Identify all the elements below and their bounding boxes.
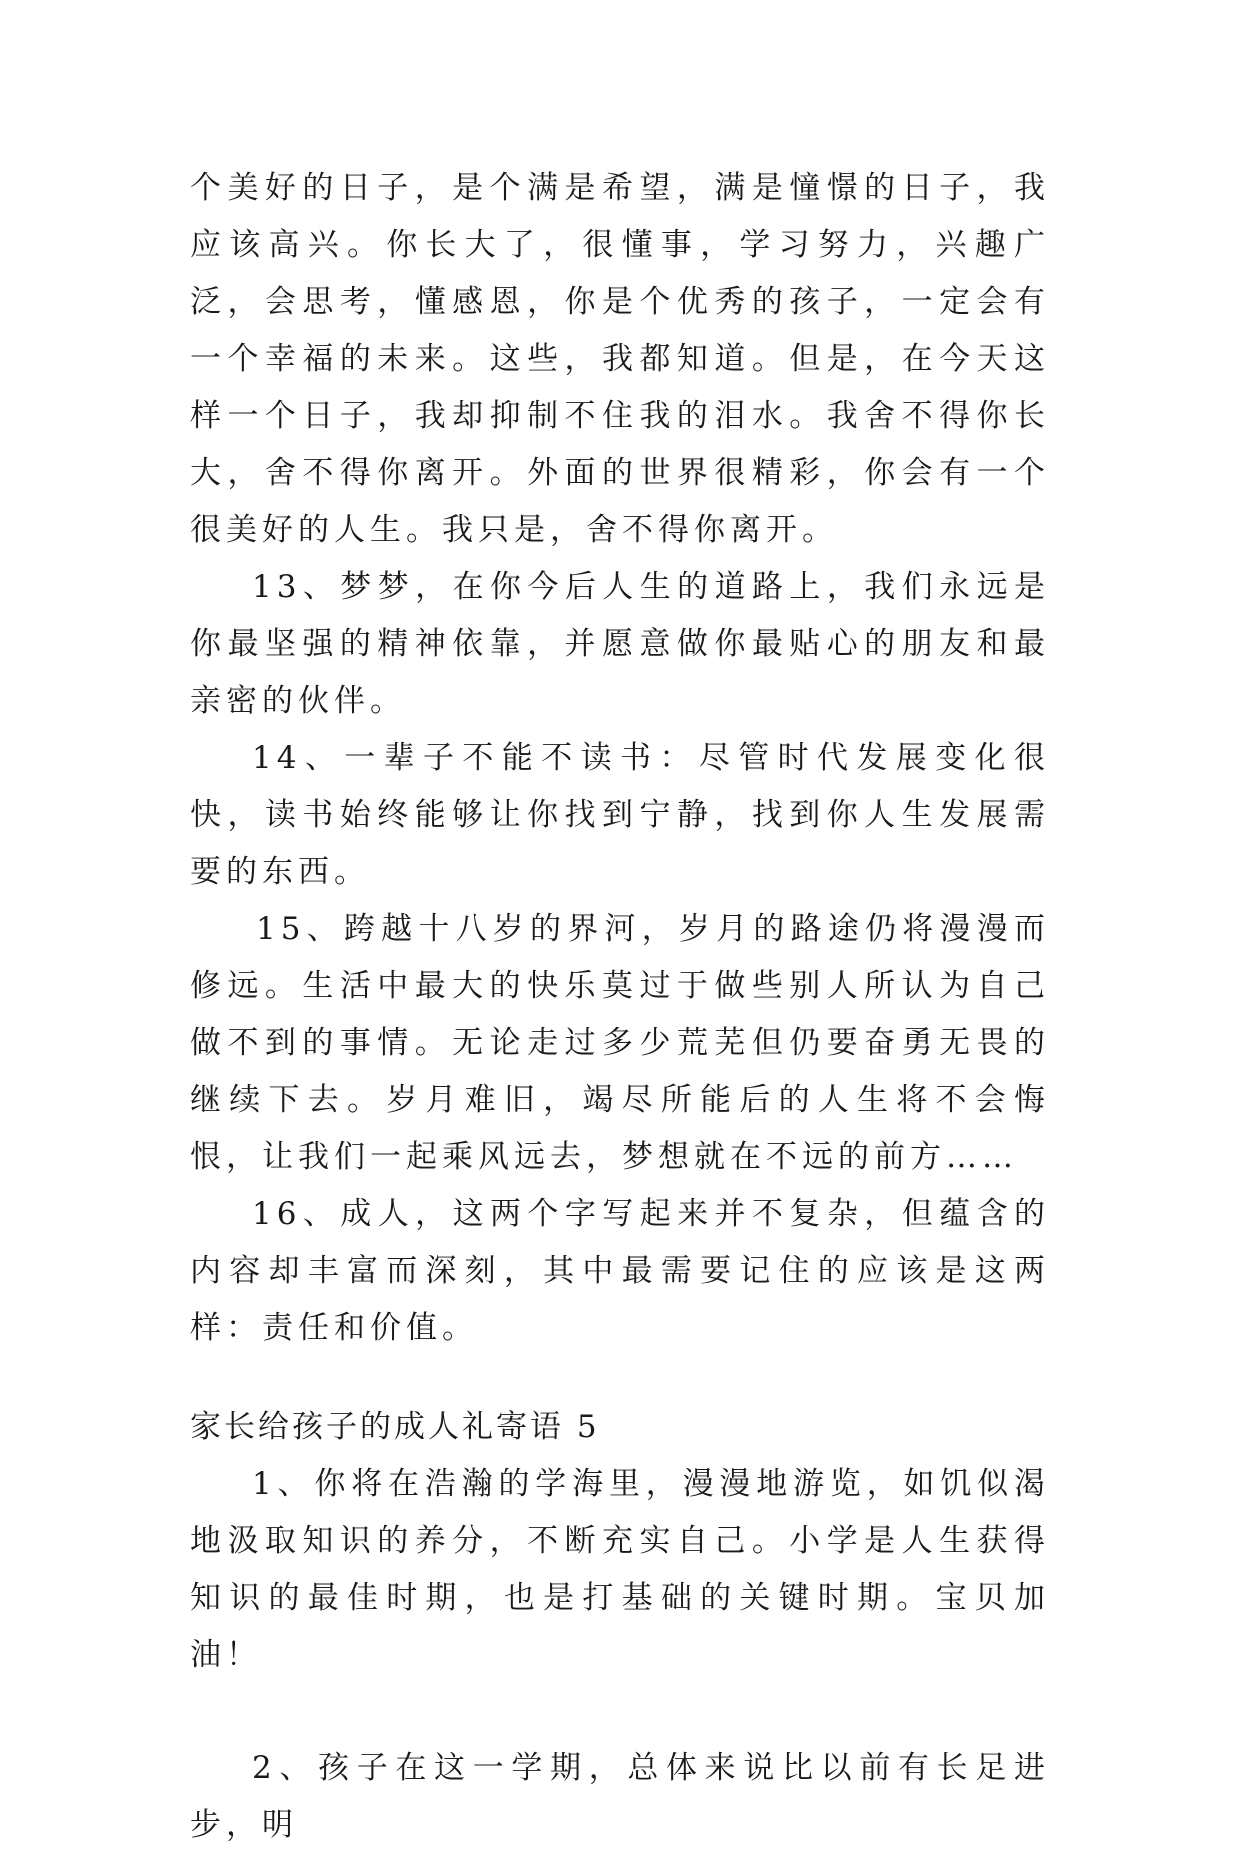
spacer <box>190 1357 1050 1399</box>
paragraph-item-13: 13、梦梦，在你今后人生的道路上，我们永远是你最坚强的精神依靠，并愿意做你最贴心的朋友和最亲密的伙伴。 <box>190 569 1050 719</box>
paragraph-item-15: 15、跨越十八岁的界河，岁月的路途仍将漫漫而修远。生活中最大的快乐莫过于做些别人所认为自己做不到的事情。无论走过多少荒芜但仍要奋勇无畏的继续下去。岁月难旧，竭尽所能后的人生将不会悔恨，让我们一起乘风远去，梦想就在不远的前方…… <box>190 911 1050 1175</box>
section-heading: 家长给孩子的成人礼寄语 5 <box>190 1409 600 1445</box>
spacer <box>190 1684 1050 1740</box>
paragraph-item-2: 2、孩子在这一学期，总体来说比以前有长足进步，明 <box>190 1750 1050 1843</box>
paragraph-item-1: 1、你将在浩瀚的学海里，漫漫地游览，如饥似渴地汲取知识的养分，不断充实自己。小学是人生获得知识的最佳时期，也是打基础的关键时期。宝贝加油！ <box>190 1466 1050 1673</box>
document-body <box>190 160 1050 1854</box>
paragraph-item-16: 16、成人，这两个字写起来并不复杂，但蕴含的内容却丰富而深刻，其中最需要记住的应该是这两样：责任和价值。 <box>190 1196 1050 1346</box>
paragraph-item-14: 14、一辈子不能不读书：尽管时代发展变化很快，读书始终能够让你找到宁静，找到你人生发展需要的东西。 <box>190 740 1050 890</box>
paragraph-continuation: 个美好的日子，是个满是希望，满是憧憬的日子，我应该高兴。你长大了，很懂事，学习努力，兴趣广泛，会思考，懂感恩，你是个优秀的孩子，一定会有一个幸福的未来。这些，我都知道。但是，在今天这样一个日子，我却抑制不住我的泪水。我舍不得你长大，舍不得你离开。外面的世界很精彩，你会有一个很美好的人生。我只是，舍不得你离开。 <box>190 170 1050 548</box>
